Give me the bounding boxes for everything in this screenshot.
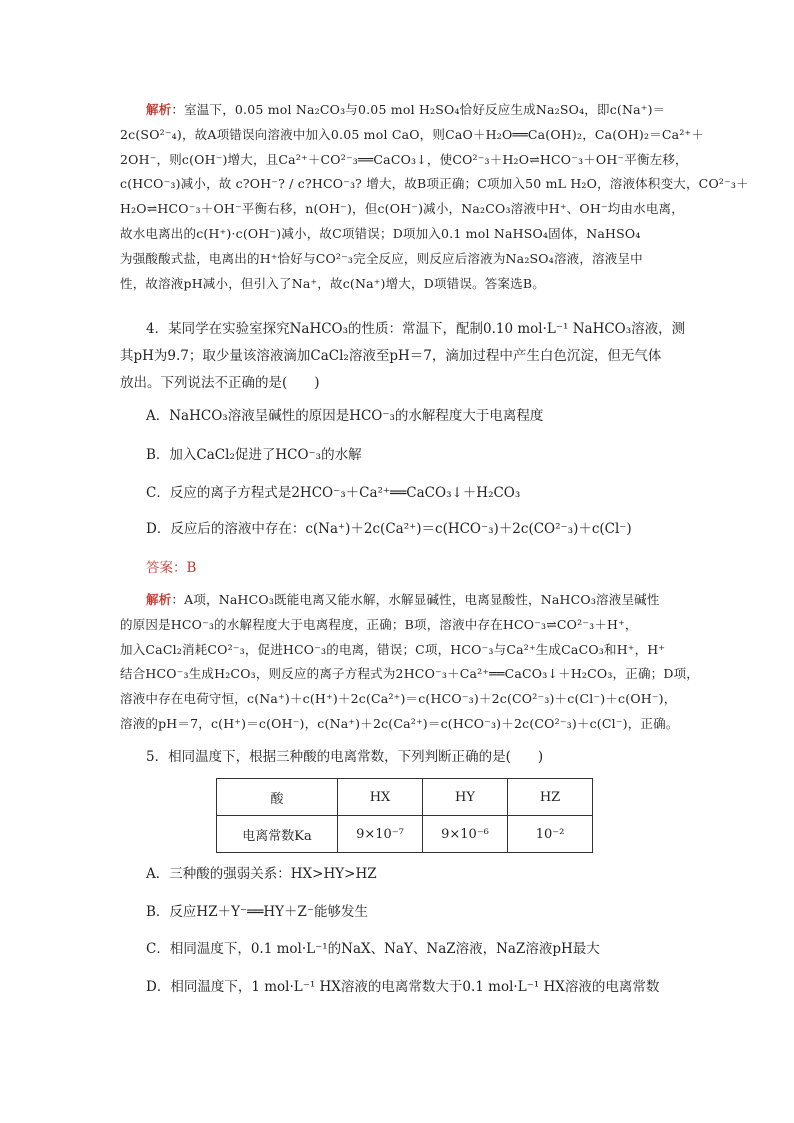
question-stem-line: 放出。下列说法不正确的是( )	[120, 375, 320, 391]
table-row	[217, 816, 593, 853]
question-stem-line: 其pH为9.7；取少量该溶液滴加CaCl₂溶液至pH＝7，滴加过程中产生白色沉淀，但无气体	[120, 348, 662, 364]
analysis-q4-line: 结合HCO⁻₃生成H₂CO₃，则反应的离子方程式为2HCO⁻₃＋Ca²⁺══CaCO₃↓＋H₂CO₃，正确；D项，	[120, 666, 699, 682]
table-header-row	[217, 779, 593, 816]
question-stem-line: 4．某同学在实验室探究NaHCO₃的性质：常温下，配制0.10 mol·L⁻¹ NaHCO₃溶液，测	[146, 321, 686, 337]
analysis-q4	[120, 588, 699, 737]
analysis-q4-line: 溶液的pH＝7，c(H⁺)＝c(OH⁻)，c(Na⁺)＋2c(Ca²⁺)＝c(HCO⁻₃)＋2c(CO²⁻₃)＋c(Cl⁻)，正确。	[120, 715, 679, 731]
q5-option-d: D．相同温度下，1 mol·L⁻¹ HX溶液的电离常数大于0.1 mol·L⁻¹ HX溶液的电离常数	[146, 979, 660, 995]
question-4-stem	[120, 316, 700, 397]
analysis-text: ：室温下，0.05 mol Na₂CO₃与0.05 mol H₂SO₄恰好反应生成Na₂SO₄，即c(Na⁺)＝	[171, 102, 666, 117]
table-header-cell: HX	[338, 779, 423, 816]
q4-option-b: B．加入CaCl₂促进了HCO⁻₃的水解	[146, 447, 362, 463]
analysis-q3-line: 性，故溶液pH减小，但引入了Na⁺，故c(Na⁺)增大，D项错误。答案选B。	[120, 275, 545, 291]
ionization-constant-table	[216, 778, 593, 853]
table-header-cell: HZ	[508, 779, 593, 816]
table-header-cell: HY	[423, 779, 508, 816]
q5-option-b: B．反应HZ＋Y⁻══HY＋Z⁻能够发生	[146, 904, 369, 920]
analysis-q3-line: 为强酸酸式盐，电离出的H⁺恰好与CO²⁻₃完全反应，则反应后溶液为Na₂SO₄溶液，溶液呈中	[120, 250, 643, 266]
analysis-label: 解析	[146, 102, 172, 117]
q5-option-c: C．相同温度下，0.1 mol·L⁻¹的NaX、NaY、NaZ溶液，NaZ溶液pH最大	[146, 941, 600, 957]
table-cell: 9×10⁻⁷	[338, 816, 423, 853]
analysis-q3-line	[120, 98, 680, 123]
analysis-q3-line: H₂O⇌HCO⁻₃＋OH⁻平衡右移，n(OH⁻)，但c(OH⁻)减小，Na₂CO₃溶液中H⁺、OH⁻均由水电离，	[120, 201, 684, 217]
table-row-label: 电离常数Ka	[217, 816, 338, 853]
answer-value: B	[186, 560, 197, 576]
analysis-q4-line: 加入CaCl₂消耗CO²⁻₃，促进HCO⁻₃的电离，错误；C项，HCO⁻₃与Ca²⁺生成CaCO₃和H⁺，H⁺	[120, 641, 666, 657]
q5-option-a: A．三种酸的强弱关系：HX>HY>HZ	[146, 866, 377, 882]
analysis-q3-line: 2c(SO²⁻₄)，故A项错误向溶液中加入0.05 mol CaO，则CaO＋H₂O══Ca(OH)₂，Ca(OH)₂＝Ca²⁺＋	[120, 126, 705, 142]
answer-label: 答案：	[146, 560, 187, 576]
analysis-q3-line: 故水电离出的c(H⁺)·c(OH⁻)减小，故C项错误；D项加入0.1 mol NaHSO₄固体，NaHSO₄	[120, 225, 641, 241]
table-cell: 9×10⁻⁶	[423, 816, 508, 853]
analysis-q4-line: 溶液中存在电荷守恒，c(Na⁺)＋c(H⁺)＋2c(Ca²⁺)＝c(HCO⁻₃)＋2c(CO²⁻₃)＋c(Cl⁻)＋c(OH⁻)，	[120, 691, 677, 707]
analysis-text: ：A项，NaHCO₃既能电离又能水解，水解显碱性，电离显酸性，NaHCO₃溶液呈碱性	[171, 592, 660, 607]
table-cell: 10⁻²	[508, 816, 593, 853]
analysis-label: 解析	[146, 592, 172, 607]
table-header-cell: 酸	[217, 779, 338, 816]
analysis-q3	[120, 98, 749, 296]
question-5-stem: 5．相同温度下，根据三种酸的电离常数，下列判断正确的是( )	[146, 749, 544, 765]
q4-option-d: D．反应后的溶液中存在：c(Na⁺)＋2c(Ca²⁺)＝c(HCO⁻₃)＋2c(CO²⁻₃)＋c(Cl⁻)	[146, 521, 632, 537]
analysis-q4-line: 的原因是HCO⁻₃的水解程度大于电离程度，正确；B项，溶液中存在HCO⁻₃⇌CO²⁻₃＋H⁺，	[120, 616, 638, 632]
analysis-q3-line: c(HCO⁻₃)减小，故 c?OH⁻? / c?HCO⁻₃? 增大，故B项正确；C项加入50 mL H₂O，溶液体积变大，CO²⁻₃＋	[120, 176, 749, 192]
q4-option-c: C．反应的离子方程式是2HCO⁻₃＋Ca²⁺══CaCO₃↓＋H₂CO₃	[146, 485, 521, 501]
analysis-q3-line: 2OH⁻，则c(OH⁻)增大，且Ca²⁺＋CO²⁻₃══CaCO₃↓，使CO²⁻₃＋H₂O⇌HCO⁻₃＋OH⁻平衡左移，	[120, 151, 688, 167]
q4-option-a: A．NaHCO₃溶液呈碱性的原因是HCO⁻₃的水解程度大于电离程度	[146, 408, 544, 424]
analysis-q4-line	[120, 588, 680, 613]
q4-answer	[146, 556, 196, 576]
